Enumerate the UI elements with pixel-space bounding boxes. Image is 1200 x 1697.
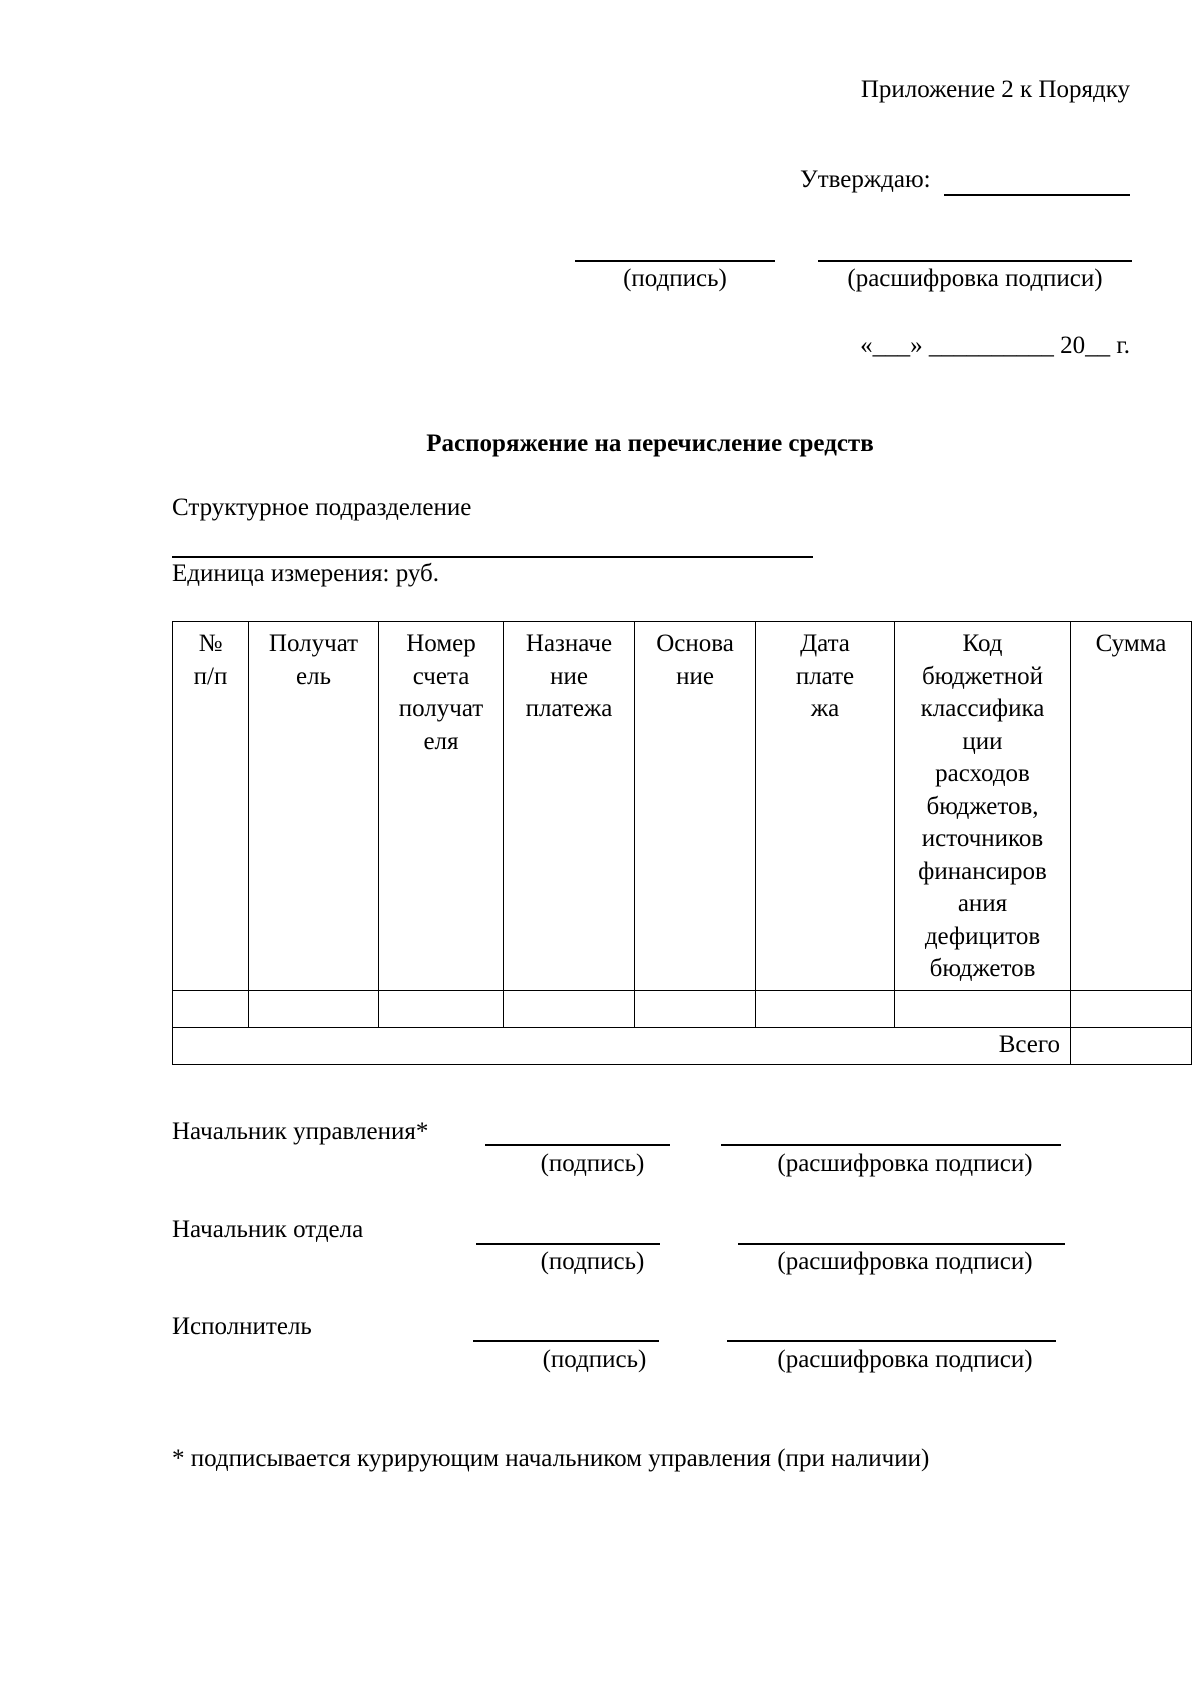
total-row xyxy=(173,1027,1192,1064)
cell-purpose[interactable] xyxy=(504,990,635,1027)
cell-amount[interactable] xyxy=(1071,990,1192,1027)
appendix-note: Приложение 2 к Порядку xyxy=(860,76,1130,103)
decoding-line xyxy=(738,1243,1065,1245)
decoding-line xyxy=(721,1144,1061,1146)
cell-number[interactable] xyxy=(173,990,249,1027)
header-date: Дата плате жа xyxy=(756,622,895,991)
approve-line xyxy=(944,194,1130,196)
signatory-role-head-of-department: Начальник отдела xyxy=(172,1216,364,1243)
cell-basis[interactable] xyxy=(635,990,756,1027)
signature-line xyxy=(476,1243,660,1245)
header-signature-caption: (подпись) xyxy=(623,265,727,292)
decoding-caption: (расшифровка подписи) xyxy=(777,1150,1033,1177)
unit-label: Единица измерения: руб. xyxy=(172,560,440,587)
header-basis: Основа ние xyxy=(635,622,756,991)
table-row xyxy=(173,990,1192,1027)
header-signature-line xyxy=(575,260,775,262)
approve-label: Утверждаю: xyxy=(800,166,931,193)
signature-line xyxy=(473,1340,659,1342)
header-recipient: Получат ель xyxy=(249,622,379,991)
decoding-line xyxy=(727,1340,1056,1342)
header-amount: Сумма xyxy=(1071,622,1192,991)
footnote: * подписывается курирующим начальником управления (при наличии) xyxy=(172,1445,930,1472)
signature-caption: (подпись) xyxy=(542,1346,647,1373)
total-amount-cell[interactable] xyxy=(1071,1027,1192,1064)
signatory-role-executor: Исполнитель xyxy=(172,1313,312,1340)
header-account: Номер счета получат еля xyxy=(379,622,504,991)
document-title: Распоряжение на перечисление средств xyxy=(426,430,874,457)
header-decoding-line xyxy=(818,260,1132,262)
cell-date[interactable] xyxy=(756,990,895,1027)
decoding-caption: (расшифровка подписи) xyxy=(777,1248,1033,1275)
signature-caption: (подпись) xyxy=(540,1248,645,1275)
department-label: Структурное подразделение xyxy=(172,494,472,521)
cell-recipient[interactable] xyxy=(249,990,379,1027)
table-header-row xyxy=(173,622,1192,991)
cell-account[interactable] xyxy=(379,990,504,1027)
total-label: Всего xyxy=(173,1027,1071,1064)
signature-line xyxy=(485,1144,670,1146)
payment-table xyxy=(172,621,1192,1065)
approval-date: «___» __________ 20__ г. xyxy=(860,332,1130,359)
header-purpose: Назначе ние платежа xyxy=(504,622,635,991)
cell-budget-code[interactable] xyxy=(895,990,1071,1027)
signatory-role-head-of-directorate: Начальник управления* xyxy=(172,1118,429,1145)
department-line xyxy=(172,556,813,558)
decoding-caption: (расшифровка подписи) xyxy=(777,1346,1033,1373)
signature-caption: (подпись) xyxy=(540,1150,645,1177)
header-decoding-caption: (расшифровка подписи) xyxy=(847,265,1103,292)
header-number: № п/п xyxy=(173,622,249,991)
header-budget-code: Код бюджетной классифика ции расходов бюджетов, источников финансиров ания дефицитов бюджетов xyxy=(895,622,1071,991)
